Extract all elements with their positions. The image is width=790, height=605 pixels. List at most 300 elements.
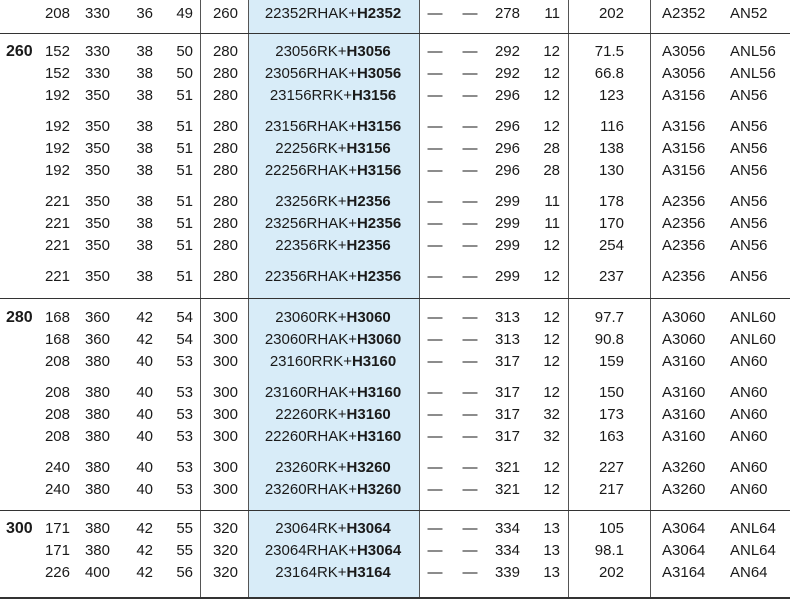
table-cell: 53	[176, 481, 193, 498]
table-cell: 300	[212, 428, 238, 445]
table-cell: 13	[543, 520, 560, 537]
group-divider	[0, 510, 790, 511]
table-cell: 55	[176, 520, 193, 537]
table-cell: AN60	[730, 481, 768, 498]
bearing-number: 23160RRK+	[269, 353, 352, 370]
bearing-designation	[275, 405, 391, 425]
table-cell: 55	[176, 542, 193, 559]
table-cell: 53	[176, 459, 193, 476]
table-bottom-rule	[0, 597, 790, 599]
table-cell: —	[462, 193, 478, 210]
bearing-designation	[265, 480, 401, 500]
table-cell: 350	[84, 118, 110, 135]
table-cell: AN52	[730, 5, 768, 22]
table-cell: 51	[176, 162, 193, 179]
sleeve-number: H3064	[356, 542, 402, 559]
sleeve-number: H3056	[346, 43, 391, 60]
table-cell: A3160	[662, 428, 706, 445]
table-cell: —	[462, 43, 478, 60]
table-cell: 292	[494, 65, 520, 82]
table-cell: 299	[494, 193, 520, 210]
table-cell: A3060	[662, 309, 706, 326]
table-cell: 380	[84, 428, 110, 445]
table-cell: 42	[136, 520, 153, 537]
table-cell: 171	[44, 520, 70, 537]
table-cell: 51	[176, 215, 193, 232]
table-cell: 221	[44, 237, 70, 254]
table-cell: 202	[598, 564, 624, 581]
table-cell: 38	[136, 268, 153, 285]
table-row	[0, 563, 790, 583]
table-row	[0, 480, 790, 500]
table-row	[0, 383, 790, 403]
table-cell: 116	[600, 118, 624, 135]
table-cell: 217	[598, 481, 624, 498]
bearing-designation	[275, 519, 391, 539]
table-cell: AN56	[730, 140, 768, 157]
table-cell: 42	[136, 542, 153, 559]
table-cell: 313	[494, 331, 520, 348]
table-cell: 280	[212, 193, 238, 210]
table-cell: —	[462, 162, 478, 179]
table-cell: 12	[543, 331, 560, 348]
table-cell: —	[427, 268, 443, 285]
table-row	[0, 541, 790, 561]
table-cell: 40	[136, 384, 153, 401]
table-cell: —	[427, 542, 443, 559]
table-cell: 260	[212, 5, 238, 22]
table-cell: ANL64	[730, 542, 776, 559]
sleeve-number: H3160	[356, 428, 402, 445]
table-cell: 42	[136, 331, 153, 348]
table-cell: A3064	[662, 520, 706, 537]
table-cell: 152	[44, 65, 70, 82]
table-cell: 280	[212, 65, 238, 82]
table-cell: 12	[543, 65, 560, 82]
table-cell: AN56	[730, 268, 768, 285]
table-cell: A3156	[662, 87, 706, 104]
table-cell: 163	[598, 428, 624, 445]
bearing-number: 23064RHAK+	[264, 542, 357, 559]
sleeve-number: H3260	[356, 481, 402, 498]
table-cell: 280	[212, 140, 238, 157]
table-cell: 300	[212, 309, 238, 326]
sleeve-number: H2352	[356, 5, 402, 22]
table-cell: 152	[44, 43, 70, 60]
table-cell: 38	[136, 65, 153, 82]
table-cell: 330	[84, 65, 110, 82]
table-cell: —	[462, 428, 478, 445]
sleeve-number: H3156	[351, 87, 397, 104]
table-cell: 280	[212, 87, 238, 104]
bearing-designation	[265, 64, 401, 84]
table-cell: 12	[543, 268, 560, 285]
sleeve-number: H2356	[356, 268, 402, 285]
table-cell: —	[462, 520, 478, 537]
shaft-diameter: 280	[6, 309, 33, 326]
table-cell: A3260	[662, 459, 706, 476]
table-cell: 32	[543, 406, 560, 423]
table-cell: A3164	[662, 564, 706, 581]
table-cell: —	[462, 459, 478, 476]
table-cell: 350	[84, 215, 110, 232]
table-cell: —	[462, 309, 478, 326]
table-cell: 296	[494, 162, 520, 179]
table-cell: 221	[44, 268, 70, 285]
bearing-number: 22260RHAK+	[264, 428, 357, 445]
table-cell: 292	[494, 43, 520, 60]
table-cell: ANL56	[730, 65, 776, 82]
bearing-designation	[265, 330, 401, 350]
table-cell: 380	[84, 406, 110, 423]
sleeve-number: H3160	[351, 353, 397, 370]
table-cell: A3056	[662, 43, 706, 60]
sleeve-number: H3156	[356, 118, 402, 135]
bearing-designation	[275, 236, 391, 256]
table-cell: —	[427, 481, 443, 498]
table-row	[0, 192, 790, 212]
table-cell: 42	[136, 309, 153, 326]
table-cell: 350	[84, 193, 110, 210]
bearing-designation	[265, 214, 401, 234]
bearing-number: 23056RK+	[275, 43, 347, 60]
sleeve-number: H2356	[356, 215, 402, 232]
bearing-number: 22260RK+	[275, 406, 347, 423]
table-row	[0, 405, 790, 425]
table-cell: AN56	[730, 237, 768, 254]
table-cell: 159	[598, 353, 624, 370]
table-cell: A3160	[662, 384, 706, 401]
table-cell: 38	[136, 140, 153, 157]
bearing-designation	[275, 139, 391, 159]
table-cell: 51	[176, 118, 193, 135]
bearing-number: 23064RK+	[275, 520, 347, 537]
table-cell: 350	[84, 237, 110, 254]
table-cell: —	[427, 331, 443, 348]
bearing-designation	[275, 563, 391, 583]
table-cell: A3160	[662, 406, 706, 423]
table-cell: 171	[44, 542, 70, 559]
table-cell: A2356	[662, 193, 706, 210]
shaft-diameter: 260	[6, 43, 33, 60]
table-cell: 38	[136, 118, 153, 135]
table-cell: AN60	[730, 406, 768, 423]
table-cell: —	[462, 268, 478, 285]
bearing-designation	[275, 458, 391, 478]
sleeve-number: H3060	[356, 331, 402, 348]
sleeve-number: H3156	[346, 140, 391, 157]
table-cell: 300	[212, 384, 238, 401]
bearing-designation	[275, 308, 391, 328]
table-cell: 38	[136, 215, 153, 232]
table-row	[0, 42, 790, 62]
table-cell: A3060	[662, 331, 706, 348]
table-cell: 330	[84, 5, 110, 22]
table-cell: 280	[212, 43, 238, 60]
table-cell: 300	[212, 331, 238, 348]
bearing-designation	[265, 383, 401, 403]
sleeve-number: H3156	[356, 162, 402, 179]
table-cell: 334	[494, 542, 520, 559]
sleeve-number: H3164	[346, 564, 391, 581]
table-cell: 192	[44, 140, 70, 157]
sleeve-number: H3160	[356, 384, 402, 401]
sleeve-number: H2356	[346, 193, 391, 210]
table-cell: —	[462, 65, 478, 82]
table-cell: 380	[84, 481, 110, 498]
table-row	[0, 161, 790, 181]
bearing-designation	[270, 86, 396, 106]
bearing-designation	[270, 352, 396, 372]
table-cell: 53	[176, 428, 193, 445]
table-cell: 168	[44, 309, 70, 326]
table-cell: 51	[176, 140, 193, 157]
table-cell: 138	[598, 140, 624, 157]
table-cell: 36	[136, 5, 153, 22]
table-cell: 192	[44, 162, 70, 179]
table-cell: —	[427, 384, 443, 401]
table-cell: 12	[543, 309, 560, 326]
table-cell: 299	[494, 215, 520, 232]
table-cell: 54	[176, 331, 193, 348]
table-cell: 280	[212, 237, 238, 254]
table-cell: 50	[176, 43, 193, 60]
table-cell: 221	[44, 215, 70, 232]
bearing-number: 23260RK+	[275, 459, 347, 476]
table-cell: —	[427, 406, 443, 423]
table-cell: 38	[136, 43, 153, 60]
bearing-number: 22352RHAK+	[264, 5, 357, 22]
table-cell: 300	[212, 406, 238, 423]
table-cell: 123	[598, 87, 624, 104]
table-cell: 42	[136, 564, 153, 581]
table-cell: 51	[176, 87, 193, 104]
table-cell: AN64	[730, 564, 768, 581]
table-cell: 12	[543, 118, 560, 135]
table-cell: 317	[494, 428, 520, 445]
table-row	[0, 352, 790, 372]
table-cell: A3156	[662, 140, 706, 157]
table-cell: 317	[494, 384, 520, 401]
table-cell: 53	[176, 353, 193, 370]
table-cell: —	[427, 520, 443, 537]
table-cell: 130	[598, 162, 624, 179]
table-cell: —	[462, 331, 478, 348]
table-cell: 334	[494, 520, 520, 537]
table-cell: —	[462, 140, 478, 157]
table-cell: 53	[176, 406, 193, 423]
table-cell: ANL56	[730, 43, 776, 60]
table-cell: 208	[44, 384, 70, 401]
group-divider	[0, 33, 790, 34]
bearing-number: 23260RHAK+	[264, 481, 357, 498]
table-cell: 254	[598, 237, 624, 254]
table-row	[0, 139, 790, 159]
table-cell: —	[462, 384, 478, 401]
table-cell: A3156	[662, 162, 706, 179]
table-cell: 11	[544, 215, 560, 232]
table-cell: AN60	[730, 353, 768, 370]
table-cell: 13	[543, 564, 560, 581]
table-cell: 221	[44, 193, 70, 210]
sleeve-number: H2356	[346, 237, 391, 254]
table-cell: 192	[44, 118, 70, 135]
table-cell: AN60	[730, 384, 768, 401]
table-cell: —	[427, 118, 443, 135]
bearing-number: 22256RK+	[275, 140, 347, 157]
table-cell: 240	[44, 459, 70, 476]
bearing-designation	[265, 541, 401, 561]
table-cell: 168	[44, 331, 70, 348]
table-cell: —	[462, 353, 478, 370]
bearing-number: 23160RHAK+	[264, 384, 357, 401]
table-cell: AN56	[730, 193, 768, 210]
table-cell: 296	[494, 118, 520, 135]
table-cell: 380	[84, 459, 110, 476]
table-cell: 54	[176, 309, 193, 326]
table-cell: AN56	[730, 162, 768, 179]
table-cell: 208	[44, 353, 70, 370]
table-cell: A3160	[662, 353, 706, 370]
table-cell: 28	[543, 140, 560, 157]
table-cell: 192	[44, 87, 70, 104]
table-row	[0, 86, 790, 106]
table-cell: 28	[543, 162, 560, 179]
table-cell: 53	[176, 384, 193, 401]
table-cell: 38	[136, 193, 153, 210]
table-cell: 380	[84, 520, 110, 537]
table-cell: 105	[598, 520, 624, 537]
table-cell: 12	[543, 353, 560, 370]
table-row	[0, 519, 790, 539]
table-cell: 317	[494, 406, 520, 423]
table-cell: 40	[136, 481, 153, 498]
table-cell: 12	[543, 87, 560, 104]
table-cell: 280	[212, 215, 238, 232]
table-cell: 38	[136, 237, 153, 254]
table-cell: 320	[212, 520, 238, 537]
bearing-number: 23060RHAK+	[264, 331, 357, 348]
bearing-designation	[265, 267, 401, 287]
table-cell: ANL60	[730, 331, 776, 348]
table-cell: 321	[494, 481, 520, 498]
table-row	[0, 236, 790, 256]
table-cell: —	[427, 65, 443, 82]
table-cell: AN60	[730, 459, 768, 476]
table-cell: 50	[176, 65, 193, 82]
shaft-diameter: 300	[6, 520, 33, 537]
sleeve-number: H3064	[346, 520, 391, 537]
table-cell: 51	[176, 193, 193, 210]
table-cell: 56	[176, 564, 193, 581]
bearing-number: 22256RHAK+	[264, 162, 357, 179]
table-cell: 12	[543, 43, 560, 60]
table-cell: 313	[494, 309, 520, 326]
table-cell: A2352	[662, 5, 706, 22]
table-cell: 227	[598, 459, 624, 476]
bearing-designation	[275, 42, 391, 62]
table-cell: 360	[84, 331, 110, 348]
table-cell: 280	[212, 268, 238, 285]
table-cell: 330	[84, 43, 110, 60]
table-cell: 237	[598, 268, 624, 285]
table-cell: —	[427, 5, 443, 22]
table-row	[0, 64, 790, 84]
table-cell: —	[427, 162, 443, 179]
table-cell: 360	[84, 309, 110, 326]
table-cell: —	[462, 118, 478, 135]
table-cell: 97.7	[594, 309, 624, 326]
table-cell: 170	[598, 215, 624, 232]
bearing-number: 23156RHAK+	[264, 118, 357, 135]
table-cell: 11	[544, 193, 560, 210]
table-cell: 380	[84, 542, 110, 559]
table-cell: —	[462, 406, 478, 423]
table-cell: 226	[44, 564, 70, 581]
table-cell: 299	[494, 237, 520, 254]
table-cell: —	[427, 193, 443, 210]
table-cell: AN56	[730, 118, 768, 135]
table-cell: AN56	[730, 87, 768, 104]
table-cell: 280	[212, 118, 238, 135]
table-cell: —	[427, 564, 443, 581]
table-cell: —	[462, 564, 478, 581]
bearing-number: 22356RHAK+	[264, 268, 357, 285]
table-cell: —	[427, 215, 443, 232]
table-cell: 11	[544, 5, 560, 22]
table-cell: A2356	[662, 237, 706, 254]
sleeve-number: H3056	[356, 65, 402, 82]
table-cell: 40	[136, 459, 153, 476]
table-cell: AN60	[730, 428, 768, 445]
table-cell: 13	[543, 542, 560, 559]
bearing-number: 23060RK+	[275, 309, 347, 326]
table-cell: 299	[494, 268, 520, 285]
table-cell: 296	[494, 140, 520, 157]
table-cell: —	[427, 353, 443, 370]
table-cell: 380	[84, 384, 110, 401]
sleeve-number: H3160	[346, 406, 391, 423]
table-row	[0, 267, 790, 287]
table-cell: 202	[598, 5, 624, 22]
table-cell: 350	[84, 162, 110, 179]
bearing-designation	[275, 192, 391, 212]
table-cell: 280	[212, 162, 238, 179]
table-cell: —	[427, 140, 443, 157]
table-cell: ANL60	[730, 309, 776, 326]
table-cell: A2356	[662, 215, 706, 232]
table-cell: 350	[84, 268, 110, 285]
bearing-designation	[265, 161, 401, 181]
bearing-number: 22356RK+	[275, 237, 347, 254]
bearing-designation	[265, 4, 401, 24]
table-row	[0, 458, 790, 478]
table-cell: 208	[44, 428, 70, 445]
table-cell: —	[462, 215, 478, 232]
table-row	[0, 427, 790, 447]
table-cell: 49	[176, 5, 193, 22]
table-cell: —	[427, 237, 443, 254]
table-cell: 178	[598, 193, 624, 210]
table-cell: 278	[494, 5, 520, 22]
bearing-designation	[265, 427, 401, 447]
table-cell: A2356	[662, 268, 706, 285]
table-cell: 296	[494, 87, 520, 104]
table-cell: 98.1	[594, 542, 624, 559]
table-cell: 12	[543, 237, 560, 254]
table-cell: —	[427, 428, 443, 445]
table-cell: 300	[212, 353, 238, 370]
